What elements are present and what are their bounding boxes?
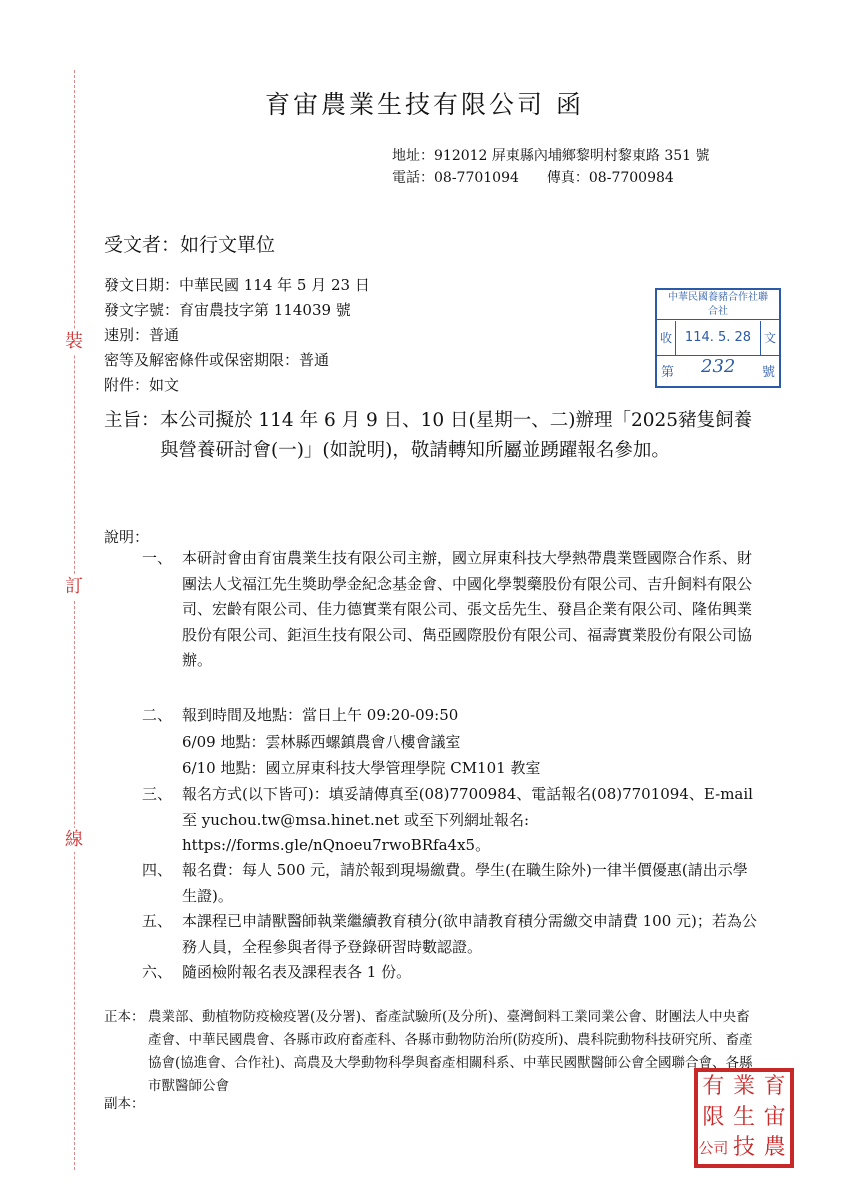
item-number: 四、 [142,861,173,879]
item-text: 報到時間及地點：當日上午 09:20-09:50 [182,706,459,724]
seal-char: 公司 [698,1139,729,1158]
margin-mark-bind: 裝 [62,330,86,354]
explanation-item [142,858,762,909]
item-text: 報名費：每人 500 元，請於報到現場繳費。學生(在職生除外)一律半價優惠(請出示學生證)。 [182,861,748,905]
secrecy-level: 密等及解密條件或保密期限：普通 [104,351,330,369]
item-number: 五、 [142,912,173,930]
item-text: 本課程已申請獸醫師執業繼續教育積分(欲申請教育積分需繳交申請費 100 元)；若為公務人員，全程參與者得予登錄研習時數認證。 [182,912,757,956]
seal-char: 技 [732,1135,755,1161]
item-number: 六、 [142,963,173,981]
explanation-heading: 說明： [104,528,150,546]
item-number: 一、 [142,549,173,567]
explanation-item [142,703,762,729]
stamp-date: 114. 5. 28 [675,321,761,355]
stamp-org: 中華民國養豬合作社聯合社 [657,290,779,320]
cc-label: 副本： [104,1096,145,1112]
attachment: 附件：如文 [104,376,180,394]
sender-contact: 電話：08-7701094 傳真：08-7700984 [392,170,674,186]
seal-char: 育 [763,1074,786,1099]
explanation-item [142,782,762,859]
venue-day2: 6/10 地點：國立屏東科技大學管理學院 CM101 教室 [182,759,541,777]
subject-label: 主旨： [104,410,160,431]
seal-char: 限 [702,1104,725,1130]
explanation-item [142,909,762,960]
subject-block [104,406,764,466]
distribution-label: 正本： [104,1009,145,1025]
seal-char: 生 [732,1104,755,1130]
sender-address: 地址：912012 屏東縣內埔鄉黎明村黎東路 351 號 [392,148,710,164]
margin-mark-staple: 訂 [62,575,86,599]
delivery-speed: 速別：普通 [104,326,180,344]
company-seal [694,1068,794,1168]
issue-date: 發文日期：中華民國 114 年 5 月 23 日 [104,276,370,294]
stamp-doc-label: 文 [763,331,776,345]
document-title: 育宙農業生技有限公司 函 [265,90,584,119]
item-number: 三、 [142,785,173,803]
seal-char: 農 [763,1135,786,1161]
distribution-text: 農業部、動植物防疫檢疫署(及分署)、畜產試驗所(及分所)、臺灣飼料工業同業公會、財團法人中央畜產會、中華民國農會、各縣市政府畜產科、各縣市動物防治所(防疫所)、農科院動物科技研究所、畜產協會(協進會、合作社)、高農及大學動物科學與畜產相關科系、中華民國獸醫師公會全國聯合會、各縣市獸醫師公會 [148,1009,753,1094]
stamp-number: 232 [701,356,736,377]
seal-char: 宙 [763,1104,786,1130]
binding-dashed-line [74,70,75,1170]
document-number: 發文字號：育宙農技字第 114039 號 [104,301,351,319]
margin-mark-line: 線 [62,828,86,852]
receipt-stamp [655,288,781,388]
item-number: 二、 [142,706,173,724]
item-text: 報名方式(以下皆可)：填妥請傳真至(08)7700984、電話報名(08)7701094、E-mail 至 yuchou.tw@msa.hinet.net 或至下列網址報名: https://forms.gle/nQnoeu7rwoBRfa4x5。 [182,785,753,854]
subject-text: 本公司擬於 114 年 6 月 9 日、10 日(星期一、二)辦理「2025豬隻飼養與營養研討會(一)」(如說明)，敬請轉知所屬並踴躍報名參加。 [160,410,753,461]
seal-char: 有 [702,1074,725,1099]
item-text: 本研討會由育宙農業生技有限公司主辦，國立屏東科技大學熱帶農業暨國際合作系、財團法人戈福江先生獎助學金紀念基金會、中國化學製藥股份有限公司、吉升飼料有限公司、宏齡有限公司、佳力德實業有限公司、張文岳先生、發昌企業有限公司、隆佑興業股份有限公司、鉅洹生技有限公司、雋亞國際股份有限公司、福壽實業股份有限公司協辦。 [182,549,753,669]
item-text: 隨函檢附報名表及課程表各 1 份。 [182,963,412,981]
seal-char: 業 [732,1074,755,1099]
stamp-receive-label: 收 [659,331,672,345]
distribution-block [104,1006,754,1098]
explanation-item [142,960,762,986]
stamp-suffix: 號 [761,365,775,380]
explanation-item [142,546,762,674]
recipient: 受文者：如行文單位 [104,234,276,256]
venue-day1: 6/09 地點：雲林縣西螺鎮農會八樓會議室 [182,733,461,751]
stamp-prefix: 第 [661,365,675,380]
